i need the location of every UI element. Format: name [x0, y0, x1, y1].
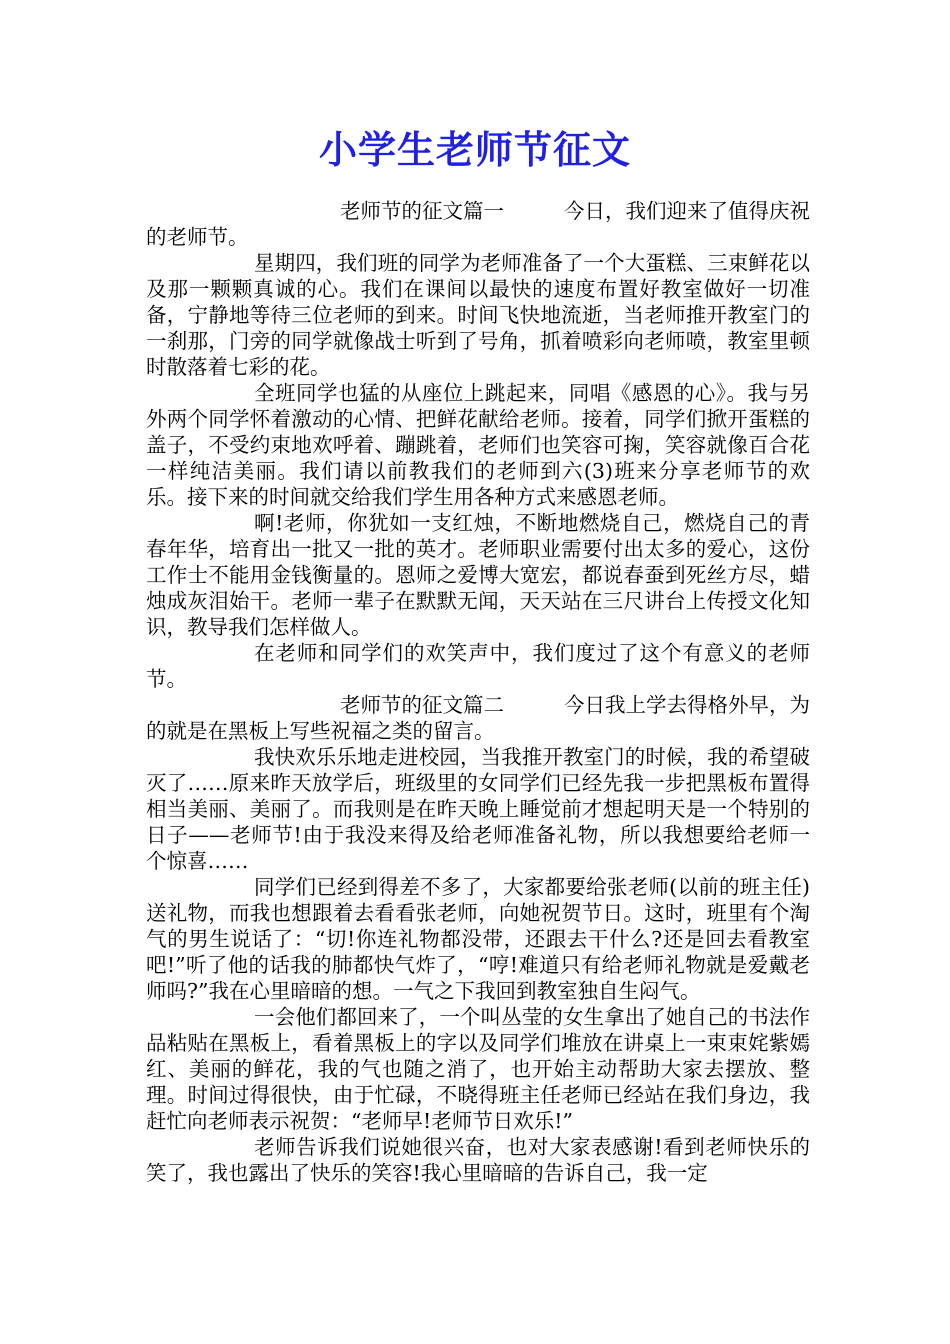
paragraph-2: 星期四，我们班的同学为老师准备了一个大蛋糕、三束鲜花以及那一颗颗真诚的心。我们在课间以最快的速度布置好教室做好一切准备，宁静地等待三位老师的到来。时间飞快地流逝，当老师推开教室门的一刹那，门旁的同学就像战士听到了号角，抓着喷彩向老师喷，教室里顿时散落着七彩的花。	[146, 251, 810, 379]
paragraph-6	[146, 692, 810, 744]
paragraph-1-text: 今日，我们迎来了值得庆祝的老师节。	[146, 199, 810, 249]
paragraph-1	[146, 198, 810, 250]
paragraph-9: 一会他们都回来了，一个叫丛莹的女生拿出了她自己的书法作品粘贴在黑板上，看着黑板上的字以及同学们堆放在讲桌上一束束姹紫嫣红、美丽的鲜花，我的气也随之消了，也开始主动帮助大家去摆放、整理。时间过得很快，由于忙碌，不晓得班主任老师已经站在我们身边，我赶忙向老师表示祝贺：“老师早!老师节日欢乐!”	[146, 1005, 810, 1133]
paragraph-3: 全班同学也猛的从座位上跳起来，同唱《感恩的心》。我与另外两个同学怀着激动的心情、把鲜花献给老师。接着，同学们掀开蛋糕的盖子，不受约束地欢呼着、蹦跳着，老师们也笑容可掬，笑容就像百合花一样纯洁美丽。我们请以前教我们的老师到六(3)班来分享老师节的欢乐。接下来的时间就交给我们学生用各种方式来感恩老师。	[146, 381, 810, 509]
paragraph-6-text: 今日我上学去得格外早，为的就是在黑板上写些祝福之类的留言。	[146, 693, 810, 743]
section-heading-2: 老师节的征文篇二	[340, 693, 504, 717]
section-heading-1: 老师节的征文篇一	[340, 199, 504, 223]
paragraph-7: 我快欢乐乐地走进校园，当我推开教室门的时候，我的希望破灭了……原来昨天放学后，班级里的女同学们已经先我一步把黑板布置得相当美丽、美丽了。而我则是在昨天晚上睡觉前才想起明天是一个特别的日子——老师节!由于我没来得及给老师准备礼物，所以我想要给老师一个惊喜……	[146, 745, 810, 873]
paragraph-8: 同学们已经到得差不多了，大家都要给张老师(以前的班主任)送礼物，而我也想跟着去看看张老师，向她祝贺节日。这时，班里有个淘气的男生说话了：“切!你连礼物都没带，还跟去干什么?还是回去看教室吧!”听了他的话我的肺都快气炸了，“哼!难道只有给老师礼物就是爱戴老师吗?”我在心里暗暗的想。一气之下我回到教室独自生闷气。	[146, 875, 810, 1003]
document-title: 小学生老师节征文	[318, 128, 631, 172]
paragraph-4: 啊!老师，你犹如一支红烛，不断地燃烧自己，燃烧自己的青春年华，培育出一批又一批的英才。老师职业需要付出太多的爱心，这份工作士不能用金钱衡量的。恩师之爱博大宽宏，都说春蚕到死丝方尽，蜡烛成灰泪始干。老师一辈子在默默无闻，天天站在三尺讲台上传授文化知识，教导我们怎样做人。	[146, 511, 810, 639]
paragraph-5: 在老师和同学们的欢笑声中，我们度过了这个有意义的老师节。	[146, 641, 810, 691]
paragraph-10: 老师告诉我们说她很兴奋，也对大家表感谢!看到老师快乐的笑了，我也露出了快乐的笑容!我心里暗暗的告诉自己，我一定	[146, 1135, 810, 1185]
document-body	[146, 198, 810, 1186]
